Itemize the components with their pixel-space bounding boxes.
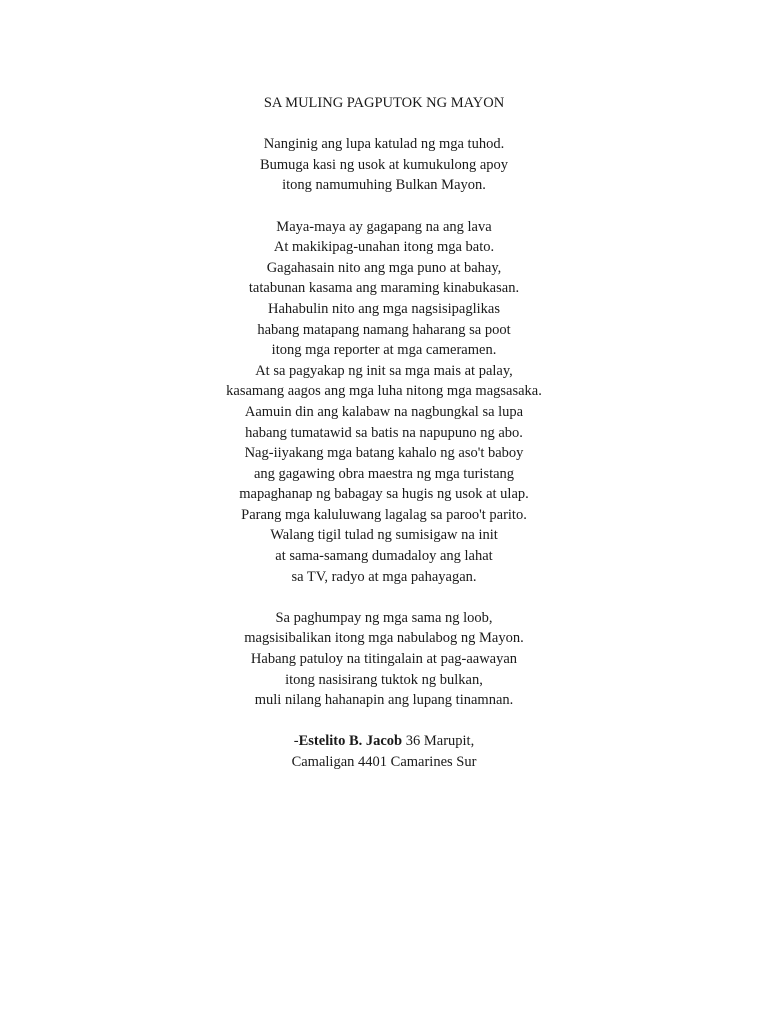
- poem-line: Bumuga kasi ng usok at kumukulong apoy: [259, 156, 509, 173]
- poem-line: kasamang aagos ang mga luha nitong mga magsasaka.: [226, 383, 542, 400]
- poem-line: Parang mga kaluluwang lagalag sa paroo't parito.: [241, 506, 527, 523]
- poem-title: SA MULING PAGPUTOK NG MAYON: [263, 95, 505, 111]
- poem-line: itong mga reporter at mga cameramen.: [271, 342, 497, 359]
- signature: [0, 731, 768, 772]
- poem-line: magsisibalikan itong mga nabulabog ng Mayon.: [244, 630, 524, 647]
- poem-line: Hahabulin nito ang mga nagsisipaglikas: [268, 300, 500, 317]
- poem-line: ang gagawing obra maestra ng mga turistang: [253, 465, 515, 482]
- poem-line: Aamuin din ang kalabaw na nagbungkal sa lupa: [244, 403, 524, 420]
- poem-line: Gagahasain nito ang mga puno at bahay,: [266, 259, 502, 276]
- poem-line: At sa pagyakap ng init sa mga mais at palay,: [255, 362, 513, 379]
- poem-line: itong namumuhing Bulkan Mayon.: [282, 177, 486, 194]
- stanza-1: [0, 134, 768, 196]
- poem-line: Nanginig ang lupa katulad ng mga tuhod.: [263, 136, 505, 153]
- poem-line: mapaghanap ng babagay sa hugis ng usok at ulap.: [239, 486, 529, 503]
- address-line-2: Camaligan 4401 Camarines Sur: [291, 754, 477, 770]
- poem-line: Maya-maya ay gagapang na ang lava: [276, 218, 492, 235]
- poem-page: [0, 93, 768, 793]
- stanza-3: [0, 608, 768, 711]
- poem-line: Nag-iiyakang mga batang kahalo ng aso't baboy: [244, 445, 524, 462]
- poem-line: habang matapang namang haharang sa poot: [257, 321, 511, 338]
- author-name: Estelito B. Jacob: [298, 733, 403, 750]
- address-line-1: 36 Marupit,: [402, 733, 475, 750]
- poem-line: at sama-samang dumadaloy ang lahat: [275, 548, 493, 565]
- poem-line: Walang tigil tulad ng sumisigaw na init: [270, 527, 498, 544]
- signature-line-1: [0, 731, 768, 752]
- poem-line: At makikipag-unahan itong mga bato.: [273, 239, 495, 256]
- poem-line: Sa paghumpay ng mga sama ng loob,: [275, 609, 493, 626]
- signature-dash: -: [293, 733, 299, 750]
- poem-line: sa TV, radyo at mga pahayagan.: [291, 568, 477, 585]
- poem-line: Habang patuloy na titingalain at pag-aawayan: [250, 651, 518, 668]
- poem-line: itong nasisirang tuktok ng bulkan,: [285, 671, 483, 688]
- poem-line: muli nilang hahanapin ang lupang tinamnan.: [254, 692, 514, 709]
- poem-line: tatabunan kasama ang maraming kinabukasan.: [248, 280, 520, 297]
- stanza-2: [0, 217, 768, 588]
- poem-line: habang tumatawid sa batis na napupuno ng abo.: [245, 424, 523, 441]
